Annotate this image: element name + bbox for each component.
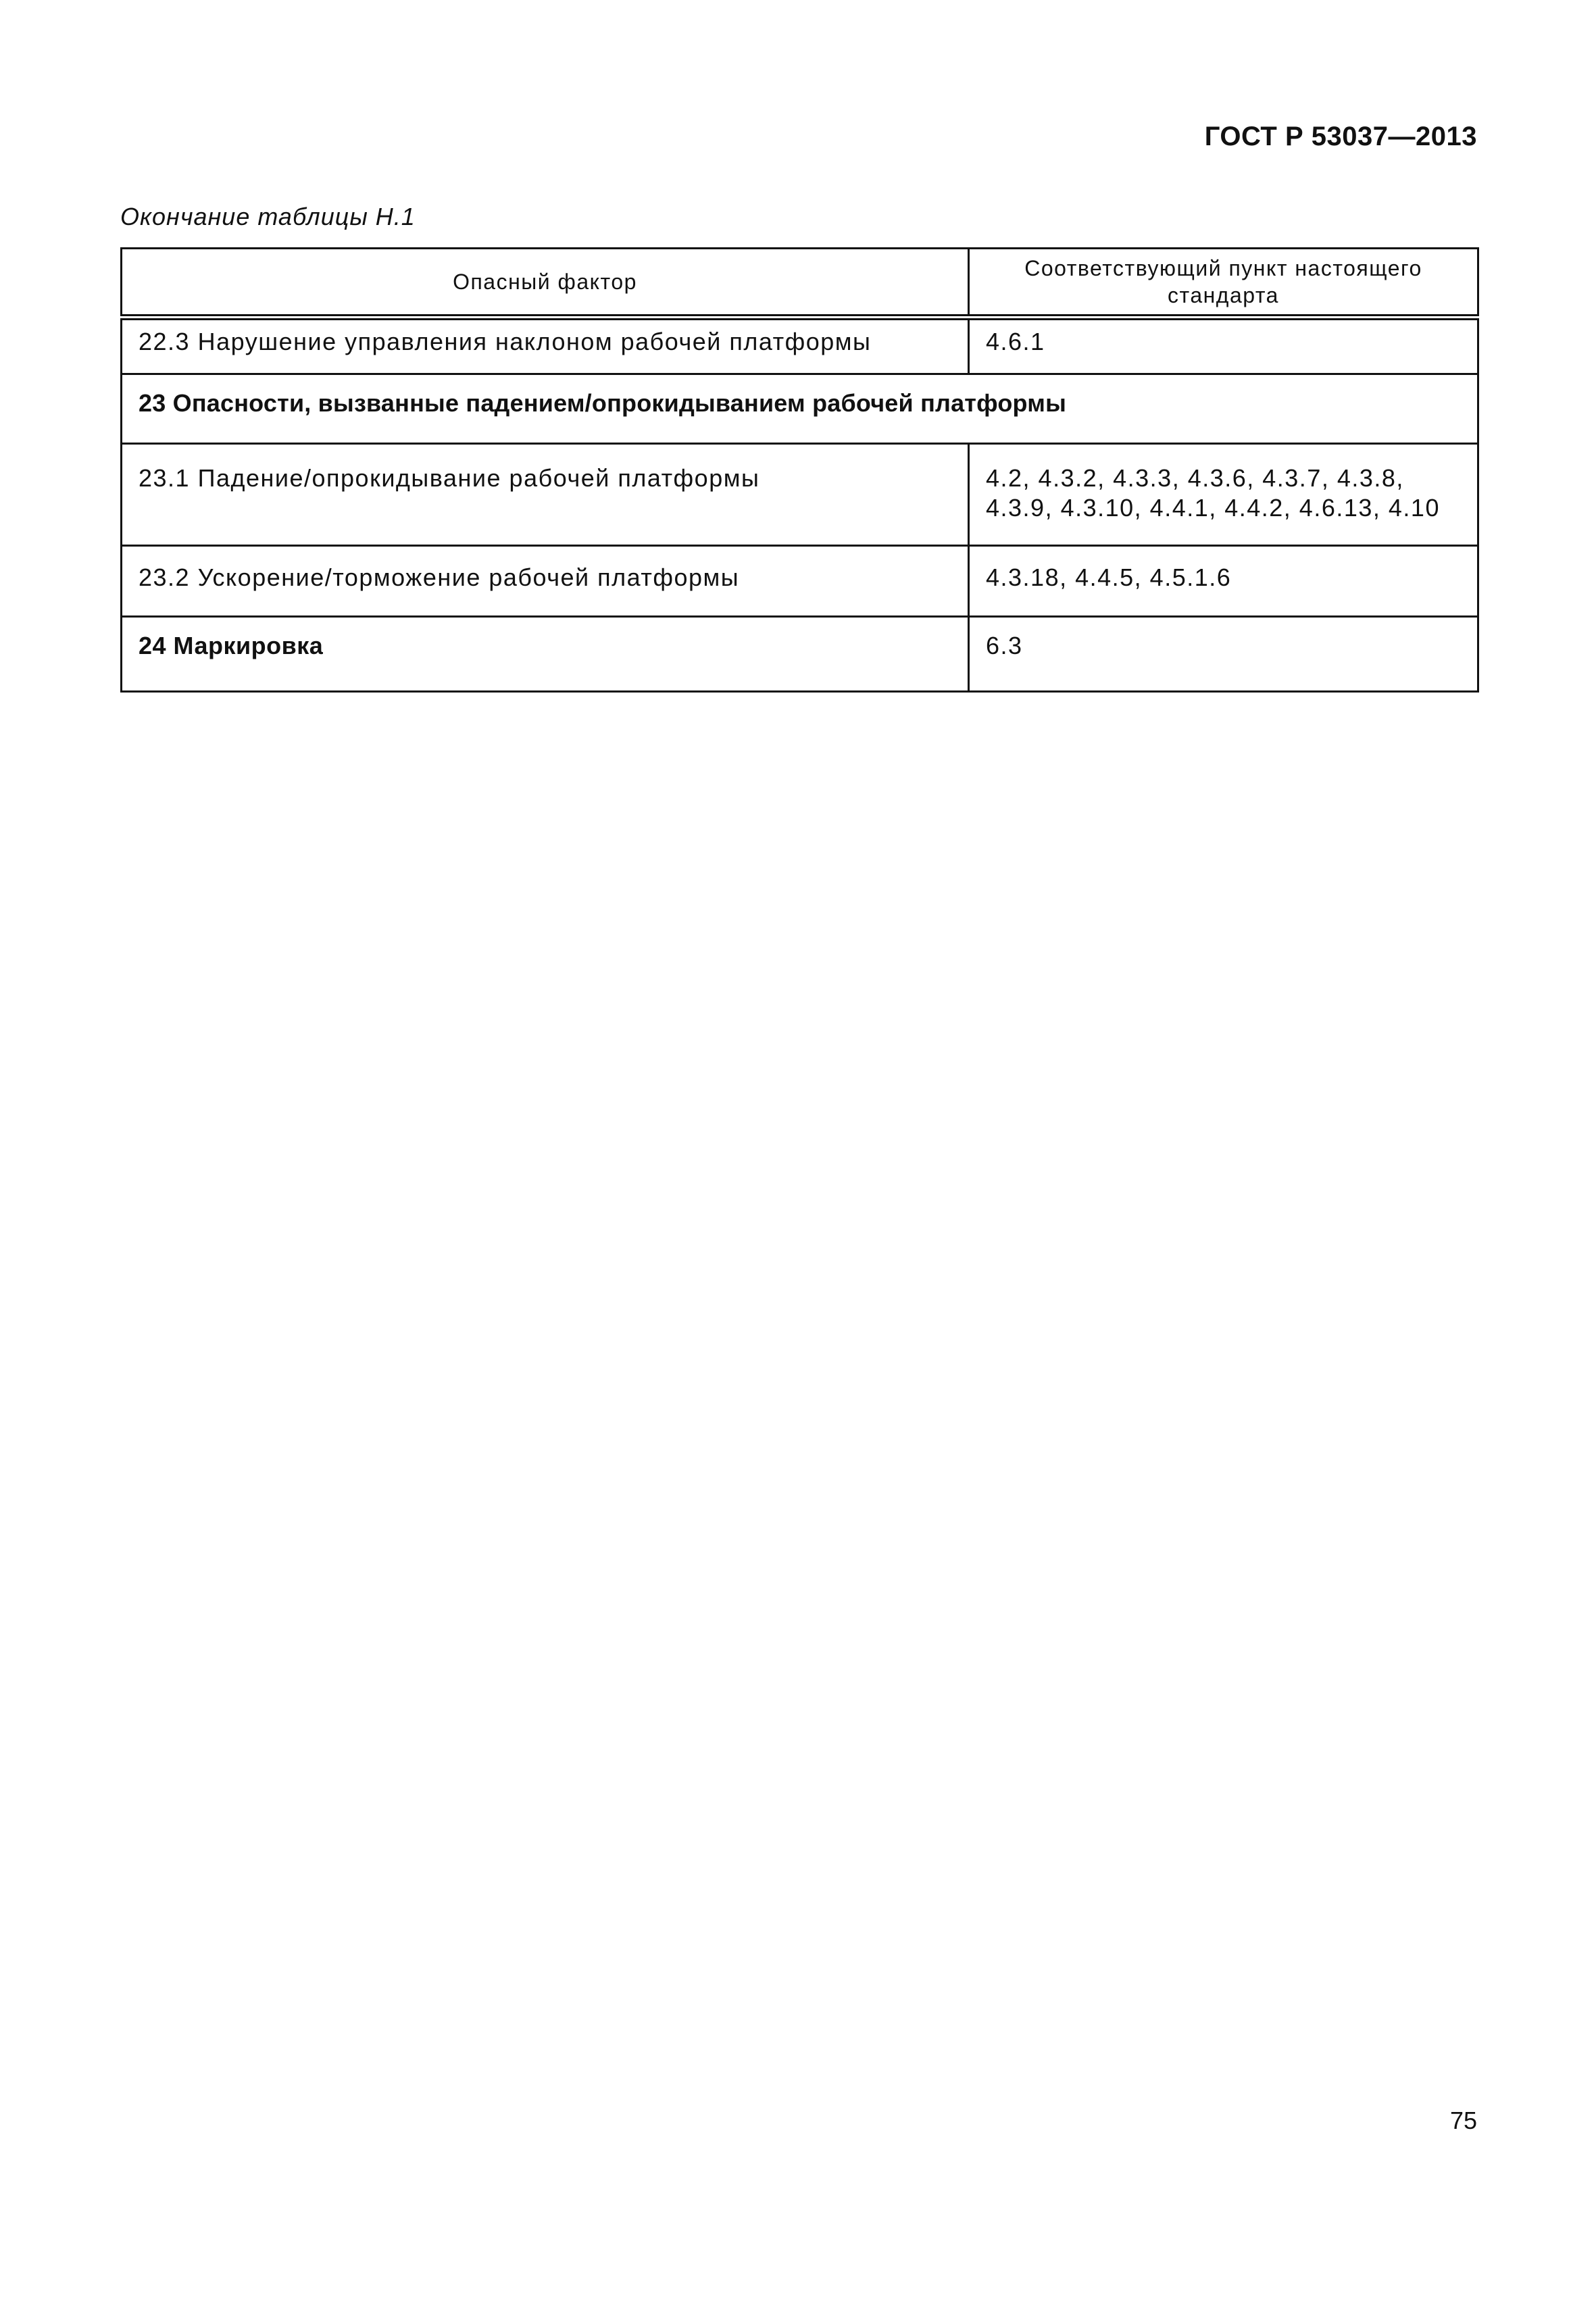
hazard-factor-cell: 23.1 Падение/опрокидывание рабочей платформы bbox=[122, 444, 969, 546]
hazard-factor-cell: 23.2 Ускорение/торможение рабочей платформы bbox=[122, 546, 969, 617]
column-header-reference: Соответствующий пункт настоящего стандарта bbox=[969, 249, 1478, 318]
document-standard-id: ГОСТ Р 53037—2013 bbox=[1204, 122, 1477, 151]
standard-reference-cell: 6.3 bbox=[969, 617, 1478, 692]
table-row bbox=[122, 318, 1478, 374]
standard-reference-cell: 4.2, 4.3.2, 4.3.3, 4.3.6, 4.3.7, 4.3.8, 4.3.9, 4.3.10, 4.4.1, 4.4.2, 4.6.13, 4.10 bbox=[969, 444, 1478, 546]
section-heading-cell: 23 Опасности, вызванные падением/опрокидыванием рабочей платформы bbox=[122, 374, 1478, 444]
standard-reference-cell: 4.6.1 bbox=[969, 318, 1478, 374]
column-header-factor: Опасный фактор bbox=[122, 249, 969, 318]
table-row bbox=[122, 546, 1478, 617]
table-section-row bbox=[122, 374, 1478, 444]
table-caption: Окончание таблицы Н.1 bbox=[120, 203, 416, 230]
hazard-factor-cell: 22.3 Нарушение управления наклоном рабочей платформы bbox=[122, 318, 969, 374]
table-header-row bbox=[122, 249, 1478, 318]
table-row bbox=[122, 444, 1478, 546]
standard-reference-cell: 4.3.18, 4.4.5, 4.5.1.6 bbox=[969, 546, 1478, 617]
hazard-table bbox=[120, 247, 1479, 693]
page-number: 75 bbox=[1449, 2107, 1477, 2134]
hazard-factor-cell: 24 Маркировка bbox=[122, 617, 969, 692]
table-row bbox=[122, 617, 1478, 692]
